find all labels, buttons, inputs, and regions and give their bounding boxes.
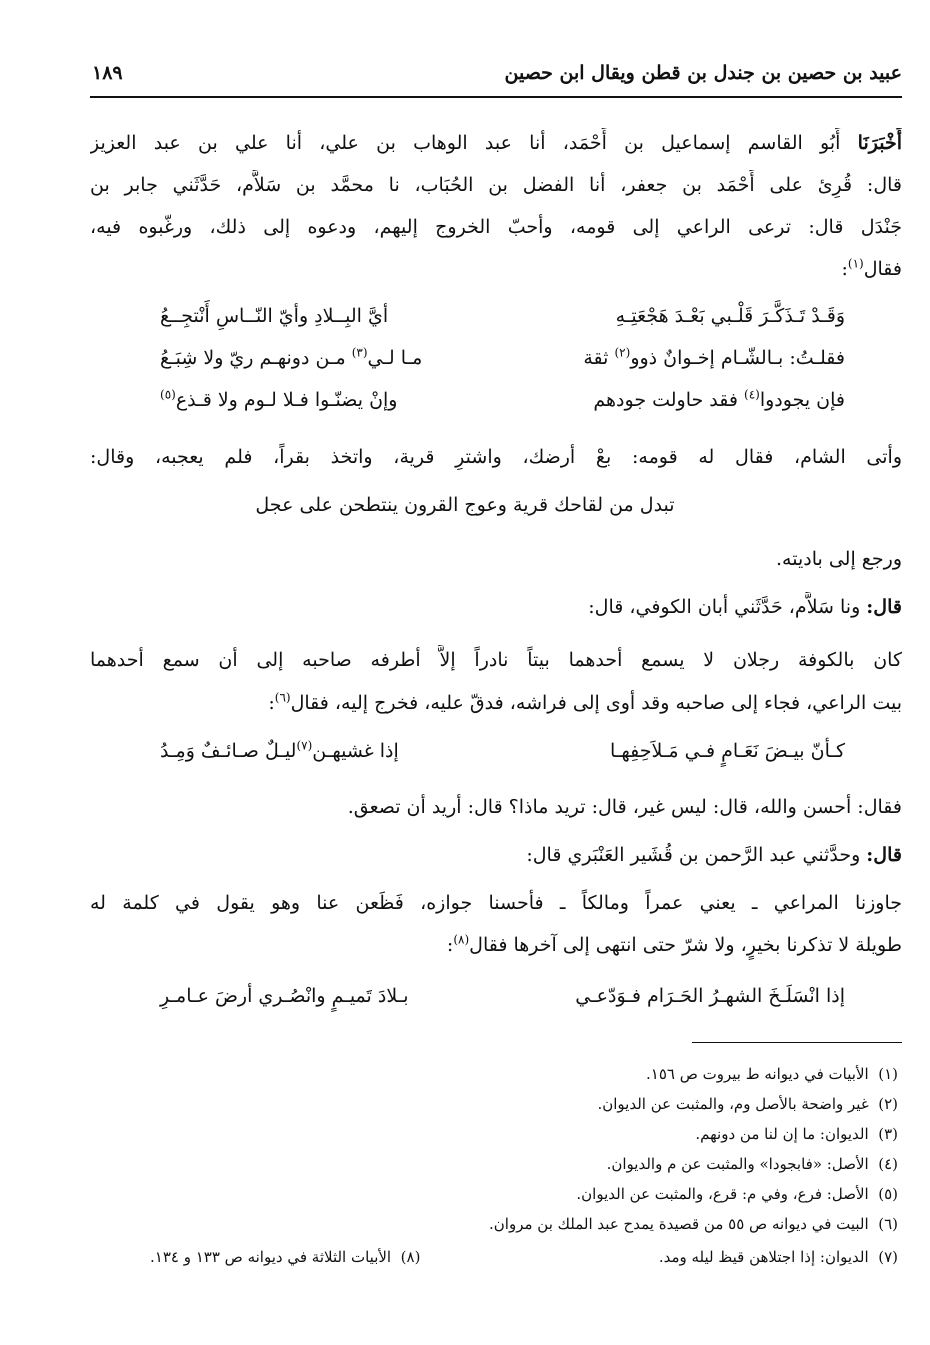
text-span: ونا سَلاَّم، حَدَّثَني أبان الكوفي، قال: bbox=[588, 596, 861, 618]
footnote-text: البيت في ديوانه ص ٥٥ من قصيدة يمدح عبد الملك بن مروان. bbox=[489, 1215, 869, 1233]
footnote-number: (٦) bbox=[878, 1215, 898, 1233]
text-span: أَبُو القاسم إسماعيل بن أَحْمَد، أنا عبد الوهاب بن علي، أنا علي بن عبد العزيز bbox=[90, 132, 841, 154]
footnote-ref: (٣) bbox=[351, 345, 368, 360]
text-span: فإن يجودوا bbox=[759, 389, 845, 411]
text-span: مـن دونهـم ريّ ولا شِبَـعُ bbox=[160, 347, 346, 369]
verse-hemistich bbox=[160, 389, 397, 411]
footnote bbox=[150, 1248, 420, 1266]
footnote-text: الأبيات الثلاثة في ديوانه ص ١٣٣ و ١٣٤. bbox=[150, 1248, 392, 1266]
footnote-number: (٨) bbox=[400, 1248, 421, 1266]
text-span: : bbox=[268, 692, 275, 714]
text-span: ثقة bbox=[583, 347, 609, 369]
text-span: فقد حاولت جودهم bbox=[593, 389, 738, 411]
text-line: كان بالكوفة رجلان لا يسمع أحدهما بيتاً نادراً إلاَّ أطرفه صاحبه إلى أن سمع أحدهما bbox=[90, 649, 902, 671]
text-line: ورجع إلى باديته. bbox=[776, 548, 902, 570]
footnote-number: (٥) bbox=[878, 1185, 898, 1203]
text-span: وإنْ يضنّـوا فـلا لـوم ولا قـذع bbox=[175, 389, 398, 411]
footnote-divider bbox=[692, 1042, 902, 1043]
text-span: وحدَّثني عبد الرَّحمن بن قُشَير العَنْبَري قال: bbox=[526, 844, 861, 866]
text-line bbox=[90, 254, 902, 284]
footnote-text: الأبيات في ديوانه ط بيروت ص ١٥٦. bbox=[645, 1065, 869, 1083]
footnote-ref: (٦) bbox=[274, 690, 291, 705]
verse-hemistich: أيَّ البِــلادِ وأيّ النّــاسِ أَنْتجِــعُ bbox=[160, 305, 389, 327]
text-span: : bbox=[841, 258, 848, 280]
verse-hemistich bbox=[583, 347, 845, 369]
verse-hemistich: وَقَـدْ تَـذَكَّـرَ قَلْـبي بَعْـدَ هَجْعَتِـهِ bbox=[615, 305, 845, 327]
footnote bbox=[659, 1248, 898, 1266]
text-span: إذا غشيهـن bbox=[312, 740, 399, 762]
verse-hemistich bbox=[160, 347, 422, 369]
text-line: جاوزنا المراعي ـ يعني عمراً ومالكاً ـ فأحسنا جوازه، فَظَعن عنا وهو يقول في كلمة له bbox=[90, 892, 902, 914]
footnote-ref: (٥) bbox=[160, 387, 176, 402]
footnote-ref: (٤) bbox=[744, 387, 760, 402]
footnote-ref: (٧) bbox=[296, 738, 313, 753]
footnote bbox=[646, 1065, 898, 1083]
footnote bbox=[607, 1155, 898, 1173]
footnote bbox=[489, 1215, 898, 1233]
text-line: جَنْدَل قال: ترعى الراعي إلى قومه، وأحبّ الخروج إليهم، ودعوه إلى ذلك، ورغّبوه فيه، bbox=[90, 216, 902, 238]
text-span: فقلـتُ: بـالشّـام إخـوانٌ ذوو bbox=[630, 347, 845, 369]
text-line bbox=[90, 592, 902, 622]
footnote-text: الديوان: ما إن لنا من دونهم. bbox=[695, 1125, 869, 1143]
footnote-number: (٣) bbox=[878, 1125, 898, 1143]
text-span: طويلة لا تذكرنا بخيرٍ، ولا شرّ حتى انتهى إلى آخرها فقال bbox=[469, 934, 902, 956]
isnad-lead: أَخْبَرَنَا bbox=[857, 132, 902, 154]
footnote-ref: (٢) bbox=[614, 345, 631, 360]
text-span: مـا لـي bbox=[367, 347, 423, 369]
text-line: قال: قُرِئ على أَحْمَد بن جعفر، أنا الفضل بن الحُبَاب، نا محمَّد بن سَلاَّم، حَدَّثَني جابر بن bbox=[90, 174, 902, 196]
text-span: : bbox=[446, 934, 454, 956]
verse-hemistich: بـلادَ تَميـمٍ وانْصُـري أرضَ عـامـرِ bbox=[160, 985, 409, 1007]
footnote-text: غير واضحة بالأصل وم، والمثبت عن الديوان. bbox=[597, 1095, 869, 1113]
running-title: عبيد بن حصين بن جندل بن قطن ويقال ابن حصين bbox=[504, 62, 902, 84]
verse-hemistich bbox=[593, 389, 845, 411]
page-number: ١٨٩ bbox=[92, 62, 123, 84]
text-line: فقال: أحسن والله، قال: ليس غير، قال: تريد ماذا؟ قال: أريد أن تصعق. bbox=[347, 796, 902, 818]
text-span: فقال bbox=[863, 258, 902, 280]
verse-hemistich bbox=[160, 740, 399, 762]
qala-lead: قال: bbox=[866, 844, 902, 866]
text-line bbox=[90, 840, 902, 870]
footnote-text: الأصل: فرع، وفي م: قرع، والمثبت عن الديوان. bbox=[576, 1185, 869, 1203]
footnote-number: (٢) bbox=[878, 1095, 898, 1113]
footnote-number: (٧) bbox=[878, 1248, 898, 1266]
footnote-text: الديوان: إذا اجتلاهن قيظ ليله ومد. bbox=[658, 1248, 869, 1266]
footnote-ref: (١) bbox=[847, 256, 864, 271]
text-line bbox=[90, 930, 902, 960]
verse-hemistich: كـأنّ بيـضَ نَعَـامٍ فـي مَـلاَحِفِهـا bbox=[610, 740, 845, 762]
page-header bbox=[90, 56, 902, 98]
footnote bbox=[576, 1185, 898, 1203]
single-verse: تبدل من لقاحك قرية وعوج القرون ينتطحن على عجل bbox=[255, 494, 675, 516]
text-line bbox=[90, 128, 902, 158]
text-span: ليـلٌ صـائـفٌ وَمِـدُ bbox=[160, 740, 297, 762]
footnote bbox=[695, 1125, 898, 1143]
text-line bbox=[90, 688, 902, 718]
text-line: وأتى الشام، فقال له قومه: بعْ أرضك، واشترِ قرية، واتخذ بقراً، فلم يعجبه، وقال: bbox=[90, 446, 902, 468]
footnote-number: (١) bbox=[878, 1065, 898, 1083]
qala-lead: قال: bbox=[866, 596, 902, 618]
footnote-number: (٤) bbox=[878, 1155, 898, 1173]
footnote bbox=[597, 1095, 898, 1113]
footnote-text: الأصل: «فابجودا» والمثبت عن م والديوان. bbox=[606, 1155, 869, 1173]
footnote-ref: (٨) bbox=[453, 932, 470, 947]
verse-hemistich: إذا انْسَلَـخَ الشهـرُ الحَـرَام فـوَدّعـي bbox=[575, 985, 845, 1007]
text-span: بيت الراعي، فجاء إلى صاحبه وقد أوى إلى فراشه، فدقّ عليه، فخرج إليه، فقال bbox=[290, 692, 902, 714]
